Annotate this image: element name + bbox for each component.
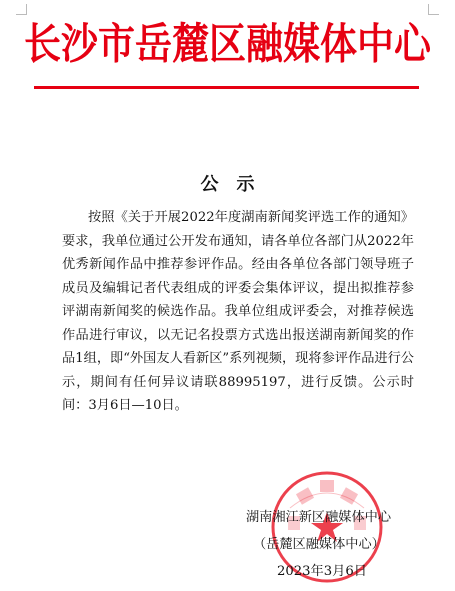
signature-org-line2: （岳麓区融媒体中心） <box>253 537 385 552</box>
notice-paragraph: 按照《关于开展2022年度湖南新闻奖评选工作的通知》要求，我单位通过公开发布通知，请各单位各部门从2022年优秀新闻作品中推荐参评作品。经由各单位各部门领导班子成员及编辑记者代表组成的评委会集体评议，提出拟推荐参评湖南新闻奖的候选作品。我单位组成评委会，对推荐候选作品进行审议，以无记名投票方式选出报送湖南新闻奖的作品1组，即“外国友人看新区”系列视频，现将参评作品进行公示，期间有任何异议请联88995197，进行反馈。公示时间：3月6日—10日。 <box>62 210 414 413</box>
notice-title: 公示 <box>200 174 273 195</box>
page-corner-mark-left <box>16 4 27 15</box>
letterhead-org-name: 长沙市岳麓区融媒体中心 <box>24 18 431 69</box>
signature-date: 2023年3月6日 <box>277 564 367 579</box>
page-corner-mark-right <box>428 4 439 15</box>
notice-body <box>62 206 414 418</box>
signature-org-line1: 湖南湘江新区融媒体中心 <box>246 510 392 525</box>
letterhead-red-rule <box>34 86 419 89</box>
